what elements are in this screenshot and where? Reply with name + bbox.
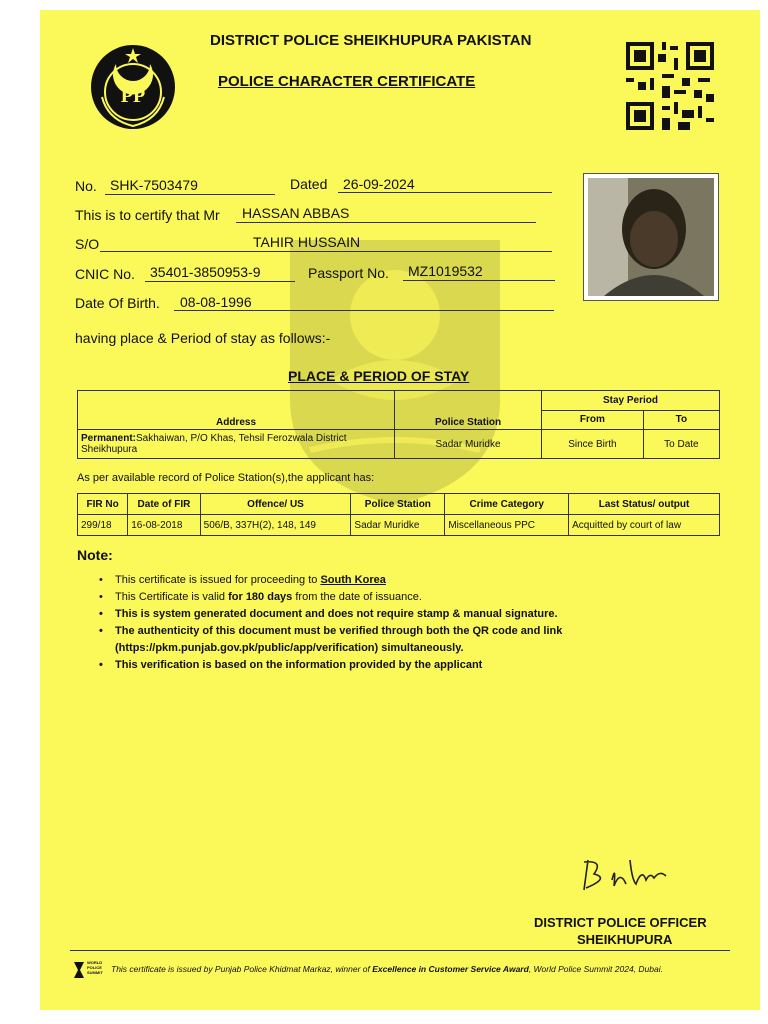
applicant-photo	[583, 173, 719, 301]
address-text: Sakhaiwan, P/O Khas, Tehsil Ferozwala District Sheikhupura	[81, 433, 347, 455]
notes-list	[93, 572, 733, 674]
passport-value: MZ1019532	[408, 263, 483, 279]
table-row	[78, 430, 720, 459]
qr-code-icon[interactable]	[626, 42, 714, 130]
father-name: TAHIR HUSSAIN	[253, 234, 361, 250]
dob-underline	[174, 310, 554, 311]
so-label: S/O	[75, 236, 100, 252]
col-period: Stay Period	[542, 391, 720, 411]
note-text: The authenticity of this document must be verified through both the QR code and link	[115, 625, 563, 637]
address-prefix: Permanent:	[81, 433, 137, 444]
name-underline	[236, 222, 536, 223]
record-col-header: FIR No	[78, 494, 128, 515]
certificate-title: POLICE CHARACTER CERTIFICATE	[218, 73, 476, 90]
col-from: From	[542, 410, 644, 430]
record-header-row	[78, 494, 720, 515]
officer-title: DISTRICT POLICE OFFICER	[534, 915, 707, 930]
record-col-header: Offence/ US	[200, 494, 351, 515]
address-cell	[78, 430, 395, 459]
from-cell: Since Birth	[542, 430, 644, 459]
signature-icon	[570, 850, 680, 900]
applicant-name: HASSAN ABBAS	[242, 205, 350, 221]
col-station: Police Station	[395, 391, 542, 430]
record-cell: Miscellaneous PPC	[445, 515, 569, 536]
stay-table	[77, 390, 720, 459]
certificate-number: SHK-7503479	[110, 177, 198, 193]
cnic-underline	[145, 281, 295, 282]
destination-country: South Korea	[320, 574, 386, 586]
footer-text-part: This certificate is issued by Punjab Police Khidmat Markaz, winner of	[111, 964, 373, 974]
verification-link[interactable]: (https://pkm.punjab.gov.pk/public/app/verification) simultaneously.	[115, 642, 464, 654]
note-text: This certificate is issued for proceeding to	[115, 574, 321, 586]
summit-logo-text: WORLD POLICE SUMMIT	[87, 960, 103, 975]
record-intro: As per available record of Police Station(s),the applicant has:	[77, 472, 375, 484]
cnic-label: CNIC No.	[75, 266, 135, 282]
dob-label: Date Of Birth.	[75, 295, 160, 311]
dated-value: 26-09-2024	[343, 176, 415, 192]
record-cell: Sadar Muridke	[351, 515, 445, 536]
list-item: • This verification is based on the information provided by the applicant	[93, 657, 733, 674]
note-heading: Note:	[77, 547, 113, 563]
dated-label: Dated	[290, 176, 328, 192]
district-heading: DISTRICT POLICE SHEIKHUPURA PAKISTAN	[210, 32, 532, 49]
stay-intro: having place & Period of stay as follows:-	[75, 330, 331, 346]
world-police-summit-logo	[72, 960, 104, 982]
to-cell: To Date	[643, 430, 719, 459]
certify-label: This is to certify that Mr	[75, 207, 220, 223]
list-item: • This is system generated document and does not require stamp & manual signature.	[93, 606, 733, 623]
certificate-page	[40, 10, 760, 1010]
officer-location: SHEIKHUPURA	[577, 932, 673, 947]
footer-text	[111, 964, 663, 974]
record-cell: Acquitted by court of law	[569, 515, 720, 536]
footer-divider	[70, 950, 730, 951]
note-text: from the date of issuance.	[292, 591, 422, 603]
police-emblem-icon	[88, 42, 178, 132]
passport-underline	[403, 280, 555, 281]
note-text: This Certificate is valid	[115, 591, 229, 603]
record-cell: 299/18	[78, 515, 128, 536]
stay-heading: PLACE & PERIOD OF STAY	[288, 368, 470, 384]
record-cell: 506/B, 337H(2), 148, 149	[200, 515, 351, 536]
record-col-header: Date of FIR	[128, 494, 200, 515]
list-item	[93, 623, 733, 657]
record-col-header: Last Status/ output	[569, 494, 720, 515]
table-row	[78, 515, 720, 536]
no-underline	[105, 194, 275, 195]
col-address: Address	[78, 391, 395, 430]
award-name: Excellence in Customer Service Award	[372, 964, 529, 974]
summit-globe-icon	[72, 960, 86, 980]
list-item	[93, 572, 733, 589]
list-item	[93, 589, 733, 606]
passport-label: Passport No.	[308, 265, 389, 281]
cnic-value: 35401-3850953-9	[150, 264, 261, 280]
record-col-header: Police Station	[351, 494, 445, 515]
station-cell: Sadar Muridke	[395, 430, 542, 459]
dob-value: 08-08-1996	[180, 294, 252, 310]
so-underline	[100, 251, 552, 252]
dated-underline	[338, 192, 552, 193]
no-label: No.	[75, 178, 97, 194]
svg-text:PP: PP	[120, 85, 146, 107]
col-to: To	[643, 410, 719, 430]
record-col-header: Crime Category	[445, 494, 569, 515]
validity-period: for 180 days	[228, 591, 293, 603]
footer-text-part: , World Police Summit 2024, Dubai.	[528, 964, 663, 974]
record-cell: 16-08-2018	[128, 515, 200, 536]
record-table	[77, 493, 720, 536]
